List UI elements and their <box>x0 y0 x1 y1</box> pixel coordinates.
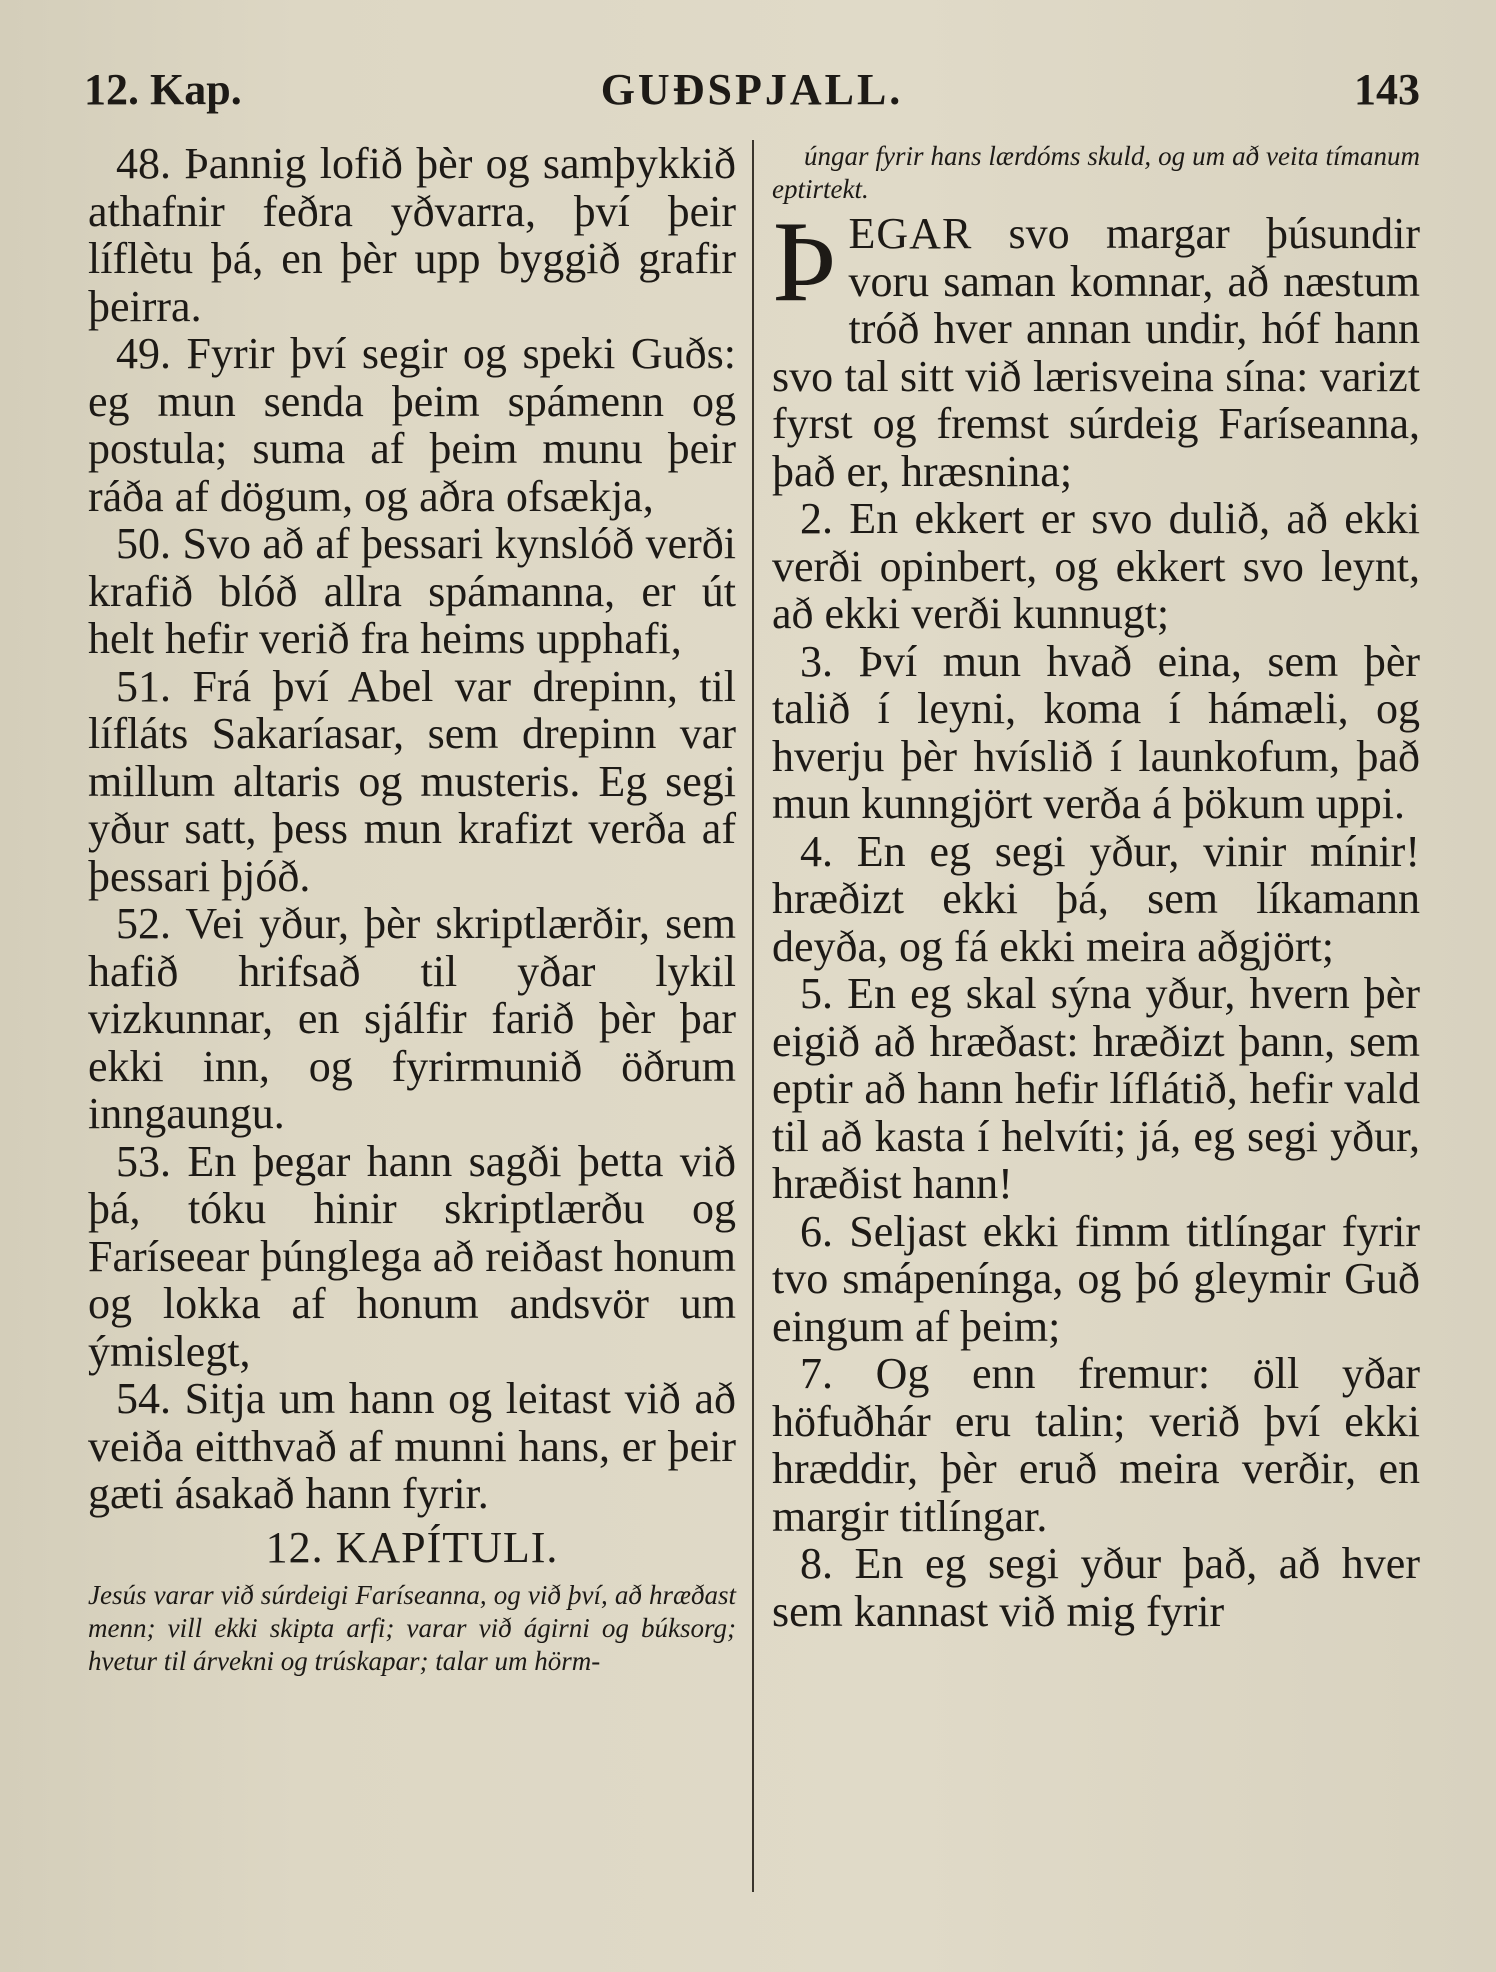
chapter-summary-continued: úngar fyrir hans lærdóms skuld, og um að veita tímanum eptirtekt. <box>772 141 1420 204</box>
chapter-summary: Jesús varar við súrdeigi Faríseanna, og við því, að hræðast menn; vill ekki skipta arfi; varar við ágirni og búksorg; hvetur til árvekni og trúskapar; talar um hörm- <box>88 1580 736 1676</box>
book-title: GUÐSPJALL. <box>600 65 904 114</box>
verse-1 <box>772 198 1420 496</box>
verse-54: 54. Sitja um hann og leitast við að veiða eitthvað af munni hans, er þeir gæti ásakað hann fyrir. <box>88 1374 736 1518</box>
verse-8: 8. En eg segi yður það, að hver sem kannast við mig fyrir <box>772 1539 1420 1636</box>
chapter-heading: 12. KAPÍTULI. <box>265 1522 559 1572</box>
verse-51: 51. Frá því Abel var drepinn, til lífláts Sakaríasar, sem drepinn var millum altaris og musteris. Eg segi yður satt, þess mun krafizt verða af þessari þjóð. <box>88 661 736 901</box>
verse-52: 52. Vei yður, þèr skriptlærðir, sem hafið hrifsað til yðar lykil vizkunnar, en sjálfir farið þèr þar ekki inn, og fyrirmunið öðrum inngaungu. <box>88 899 736 1138</box>
verse-7: 7. Og enn fremur: öll yðar höfuðhár eru talin; verið því ekki hræddir, þèr eruð meira verðir, en margir titlíngar. <box>772 1349 1420 1541</box>
verse-49: 49. Fyrir því segir og speki Guðs: eg mun senda þeim spámenn og postula; suma af þeim munu þeir ráða af dögum, og aðra ofsækja, <box>88 329 736 521</box>
verse-53: 53. En þegar hann sagði þetta við þá, tóku hinir skriptlærðu og Faríseear þúnglega að reiðast honum og lokka af honum andsvör um ýmislegt, <box>88 1136 736 1376</box>
verse-1-text: svo margar þúsundir voru saman komnar, að næstum tróð hver annan undir, hóf hann svo tal sitt við lærisveina sína: varizt fyrst og fremst súrdeig Faríseanna, það er, hræsnina; <box>772 209 1420 496</box>
verse-1-first-word: EGAR <box>848 209 973 258</box>
verse-48: 48. Þannig lofið þèr og samþykkið athafnir feðra yðvarra, því þeir líflètu þá, en þèr upp byggið grafir þeirra. <box>88 139 736 331</box>
left-column <box>88 140 736 1678</box>
running-header <box>84 64 1420 124</box>
right-column <box>772 140 1420 1635</box>
verse-3: 3. Því mun hvað eina, sem þèr talið í leyni, koma í hámæli, og hverju þèr hvíslið í launkofum, það mun kunngjört verða á þökum uppi. <box>772 636 1420 828</box>
column-divider <box>752 140 754 1892</box>
chapter-label: 12. Kap. <box>84 65 242 114</box>
verse-50: 50. Svo að af þessari kynslóð verði krafið blóð allra spámanna, er út helt hefir verið fra heims upphafi, <box>88 519 736 663</box>
verse-2: 2. En ekkert er svo dulið, að ekki verði opinbert, og ekkert svo leynt, að ekki verði kunnugt; <box>772 494 1420 638</box>
page-number: 143 <box>1354 65 1420 114</box>
verse-4: 4. En eg segi yður, vinir mínir! hræðizt ekki þá, sem líkamann deyða, og fá ekki meira aðgjört; <box>772 826 1420 971</box>
verse-6: 6. Seljast ekki fimm titlíngar fyrir tvo smápenínga, og þó gleymir Guð eingum af þeim; <box>772 1206 1420 1351</box>
verse-5: 5. En eg skal sýna yður, hvern þèr eigið að hræðast: hræðizt þann, sem eptir að hann hefir líflátið, hefir vald til að kasta í helvíti; já, eg segi yður, hræðist hann! <box>772 969 1420 1208</box>
drop-cap-letter: Þ <box>772 198 837 326</box>
